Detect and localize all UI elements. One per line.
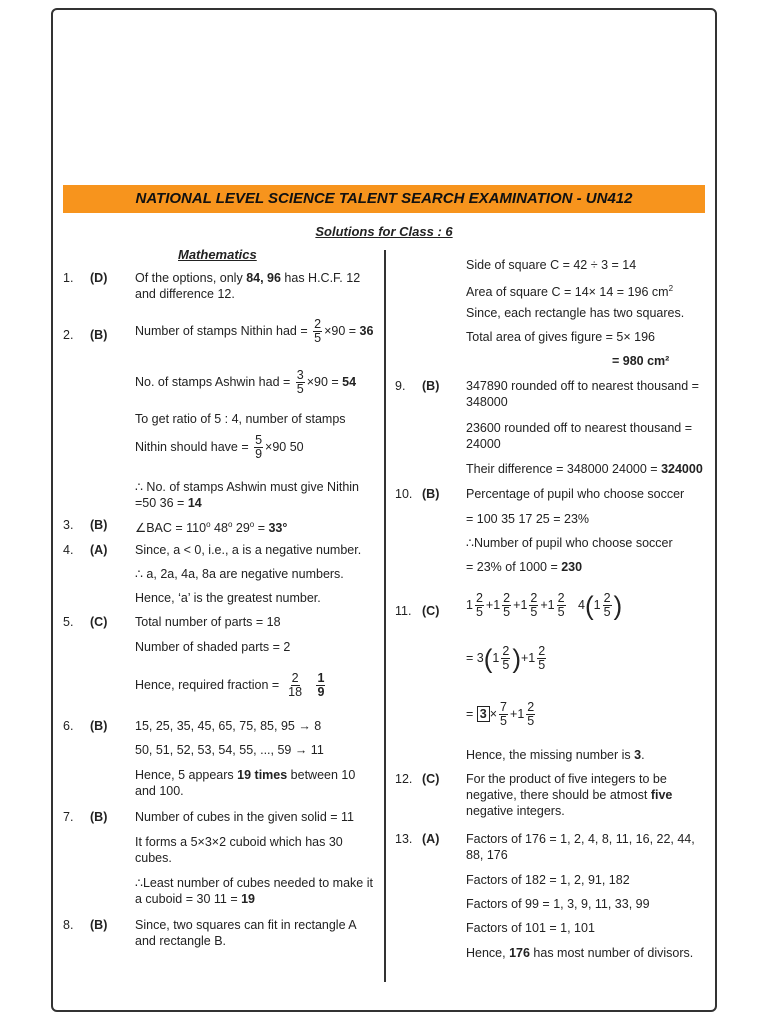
q7-line1: Number of cubes in the given solid = 11: [135, 810, 354, 824]
q13-number: 13.: [395, 832, 413, 846]
q2-number: 2.: [63, 328, 74, 342]
q13-answer: (A): [422, 832, 440, 846]
q11-number: 11.: [395, 604, 412, 618]
q8-right-line3: Since, each rectangle has two squares.: [466, 306, 685, 320]
q4-line3: Hence, ‘a’ is the greatest number.: [135, 591, 321, 605]
q9-line2: 23600 rounded off to nearest thousand = 24000: [466, 421, 692, 451]
q5-answer: (C): [90, 615, 108, 629]
q10-number: 10.: [395, 487, 413, 501]
q8-line1: Since, two squares can fit in rectangle A and rectangle B.: [135, 918, 356, 948]
q13-line2: Factors of 182 = 1, 2, 91, 182: [466, 873, 630, 887]
column-divider: [384, 250, 386, 982]
q8-right-line4: Total area of gives figure = 5× 196: [466, 330, 656, 344]
q2-line5: ∴ No. of stamps Ashwin must give Nithin: [135, 480, 360, 494]
q3-number: 3.: [63, 518, 74, 532]
q8-right-line2: Area of square C = 14× 14 = 196 $cm^2$: [466, 284, 674, 300]
q4-line2: ∴ a, 2a, 4a, 8a are negative numbers.: [135, 567, 344, 581]
q7-answer: (B): [90, 810, 108, 824]
q2-line6: =50 36 = 14: [135, 496, 202, 510]
q6-line3: Hence, 5 appears 19 times between 10 and 100.: [135, 768, 356, 798]
q2-line4: Nithin should have = $\frac{5}{9}$ ×90 50: [135, 433, 304, 461]
q2-answer: (B): [90, 328, 108, 342]
exam-title-banner: NATIONAL LEVEL SCIENCE TALENT SEARCH EXAMINATION - UN412: [63, 185, 705, 213]
q6-line1: 15, 25, 35, 45, 65, 75, 85, 95 → 8: [135, 719, 322, 733]
q12-text: For the product of five integers to be negative, there should be atmost five negative integers.: [466, 772, 673, 818]
section-heading-mathematics: Mathematics: [178, 247, 257, 262]
q10-line2: = 100 35 17 25 = 23%: [466, 512, 590, 526]
q2-line3: To get ratio of 5 : 4, number of stamps: [135, 412, 346, 426]
q9-answer: (B): [422, 379, 440, 393]
q8-number: 8.: [63, 918, 74, 932]
q7-number: 7.: [63, 810, 74, 824]
q6-number: 6.: [63, 719, 74, 733]
q2-line2: No. of stamps Ashwin had = $\frac{3}{5}$ ×90 = 54: [135, 368, 357, 396]
q11-line4: Hence, the missing number is 3.: [466, 748, 645, 762]
q1-text: Of the options, only 84, 96 has H.C.F. 12 and difference 12.: [135, 271, 361, 301]
q7-line3: ∴Least number of cubes needed to make it a cuboid = 30 11 = 19: [135, 876, 373, 906]
q1-answer: (D): [90, 271, 108, 285]
q13-line5: Hence, 176 has most number of divisors.: [466, 946, 694, 960]
q9-line3: Their difference = 348000 24000 = 324000: [466, 462, 703, 476]
q12-answer: (C): [422, 772, 440, 786]
q6-line2: 50, 51, 52, 53, 54, 55, ..., 59 → 11: [135, 743, 324, 757]
q3-text: ∠BAC = $110^o$ 48$^o$ $29^o = 33^\circ$: [135, 520, 288, 536]
q10-answer: (B): [422, 487, 440, 501]
q8-right-line1: Side of square C = 42 ÷ 3 = 14: [466, 258, 637, 272]
q8-right-line5: = 980 cm²: [612, 354, 670, 368]
q5-line2: Number of shaded parts = 2: [135, 640, 291, 654]
q11-answer: (C): [422, 604, 440, 618]
q10-line4: = 23% of 1000 = 230: [466, 560, 583, 574]
q12-number: 12.: [395, 772, 413, 786]
q11-expression2: = 3(1 $\frac{2}{5}$ )+1 $\frac{2}{5}$: [466, 643, 546, 674]
q7-line2: It forms a 5×3×2 cuboid which has 30 cubes.: [135, 835, 343, 865]
q13-line3: Factors of 99 = 1, 3, 9, 11, 33, 99: [466, 897, 650, 911]
q5-line1: Total number of parts = 18: [135, 615, 281, 629]
q3-answer: (B): [90, 518, 108, 532]
q1-number: 1.: [63, 271, 74, 285]
q10-line1: Percentage of pupil who choose soccer: [466, 487, 685, 501]
q8-answer: (B): [90, 918, 108, 932]
q6-answer: (B): [90, 719, 108, 733]
q4-number: 4.: [63, 543, 74, 557]
q11-expression1: 1 $\frac{2}{5}$ +1 $\frac{2}{5}$ +1 $\frac{2}{5}$ +1 $\frac{2}{5}$ 4(1 $\frac{2}{5}$ ): [466, 590, 623, 621]
q5-number: 5.: [63, 615, 74, 629]
solutions-subtitle: Solutions for Class : 6: [315, 224, 453, 239]
q9-number: 9.: [395, 379, 406, 393]
q9-line1: 347890 rounded off to nearest thousand = 348000: [466, 379, 699, 409]
q5-line3: Hence, required fraction = $\frac{2}{18}$ $\frac{1}{9}$: [135, 671, 325, 699]
q4-answer: (A): [90, 543, 108, 557]
q11-expression3: = 3 × $\frac{7}{5}$ +1 $\frac{2}{5}$: [466, 700, 535, 728]
q2-line1: Number of stamps Nithin had = $\frac{2}{5}$ ×90 = 36: [135, 317, 374, 345]
q10-line3: ∴Number of pupil who choose soccer: [466, 536, 673, 550]
q13-line4: Factors of 101 = 1, 101: [466, 921, 595, 935]
q4-line1: Since, a < 0, i.e., a is a negative number.: [135, 543, 362, 557]
q13-line1: Factors of 176 = 1, 2, 4, 8, 11, 16, 22, 44, 88, 176: [466, 832, 695, 862]
